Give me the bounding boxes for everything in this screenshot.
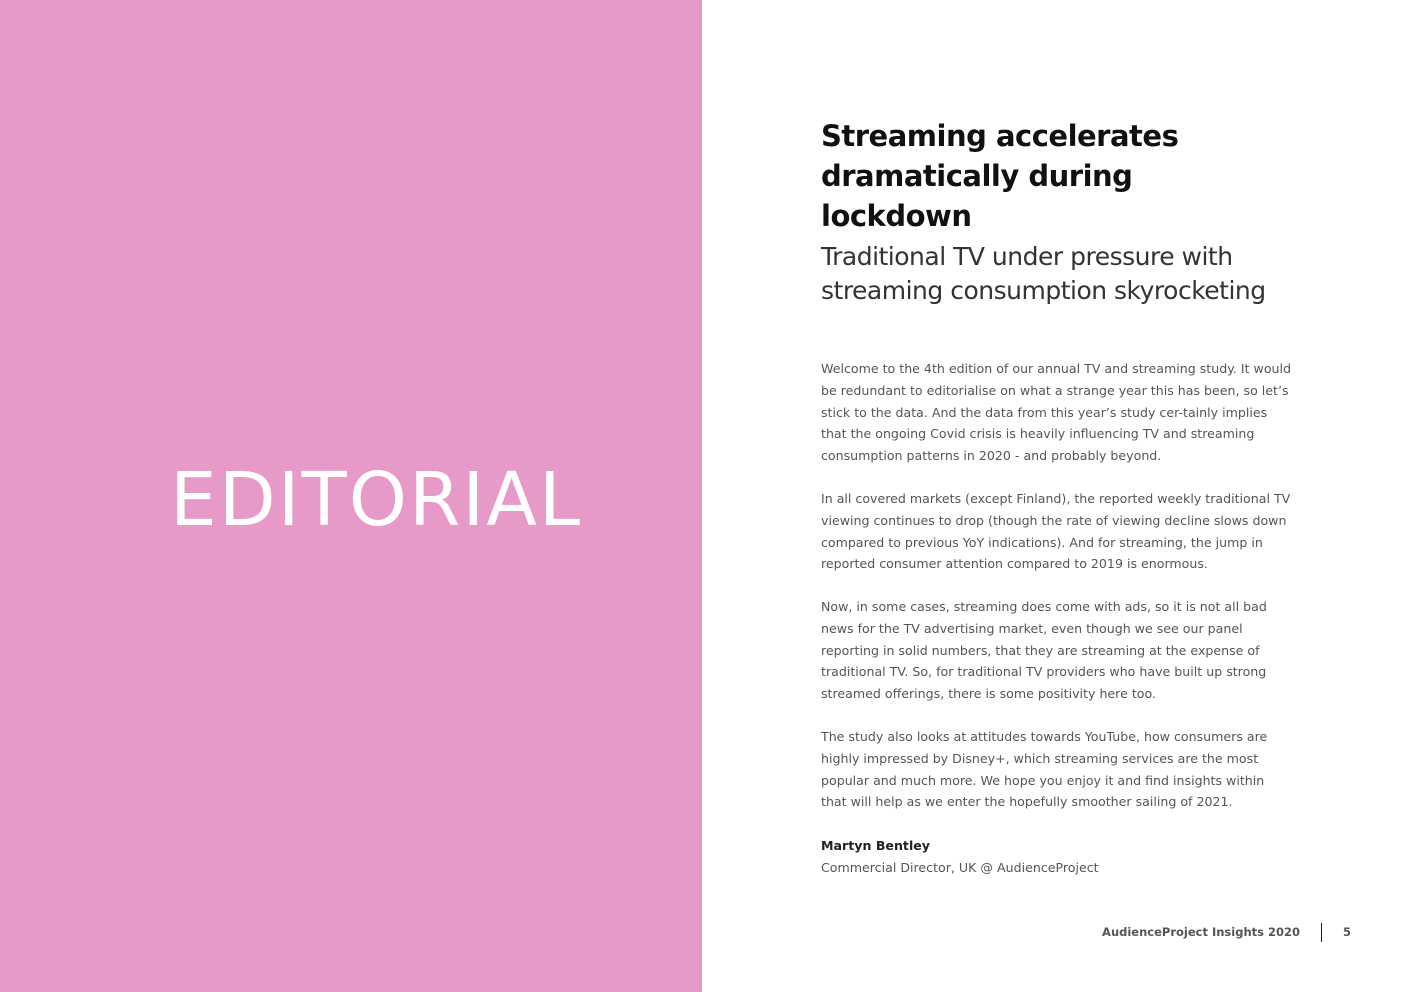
body-paragraph: In all covered markets (except Finland), the reported weekly traditional TV viewing continues to drop (though the rate of viewing decline slows down compared to previous YoY indications). And for streaming, the jump in reported consumer attention compared to 2019 is enormous. — [821, 491, 1291, 572]
article-headline: Streaming accelerates dramatically during lockdown — [821, 119, 1179, 233]
footer-publication: AudienceProject Insights 2020 — [1102, 925, 1300, 939]
body-paragraph: The study also looks at attitudes towards YouTube, how consumers are highly impressed by Disney+, which streaming services are the most popular and much more. We hope you enjoy it and find insights within that will help as we enter the hopefully smoother sailing of 2021. — [821, 729, 1268, 810]
author-name: Martyn Bentley — [821, 838, 931, 853]
body-paragraph: Welcome to the 4th edition of our annual TV and streaming study. It would be redundant to editorialise on what a strange year this has been, so let’s stick to the data. And the data from this year’s study cer-tainly implies that the ongoing Covid crisis is heavily influencing TV and streaming consumption patterns in 2020 - and probably beyond. — [821, 361, 1292, 464]
section-title: EDITORIAL — [170, 457, 583, 543]
body-paragraph: Now, in some cases, streaming does come with ads, so it is not all bad news for the TV advertising market, even though we see our panel reporting in solid numbers, that they are streaming at the expense of traditional TV. So, for traditional TV providers who have built up strong streamed offerings, there is some positivity here too. — [821, 599, 1267, 702]
page-number: 5 — [1343, 925, 1352, 939]
author-role: Commercial Director, UK @ AudienceProject — [821, 860, 1099, 875]
footer-divider — [1321, 923, 1322, 942]
article-subheadline: Traditional TV under pressure with streaming consumption skyrocketing — [821, 242, 1266, 305]
